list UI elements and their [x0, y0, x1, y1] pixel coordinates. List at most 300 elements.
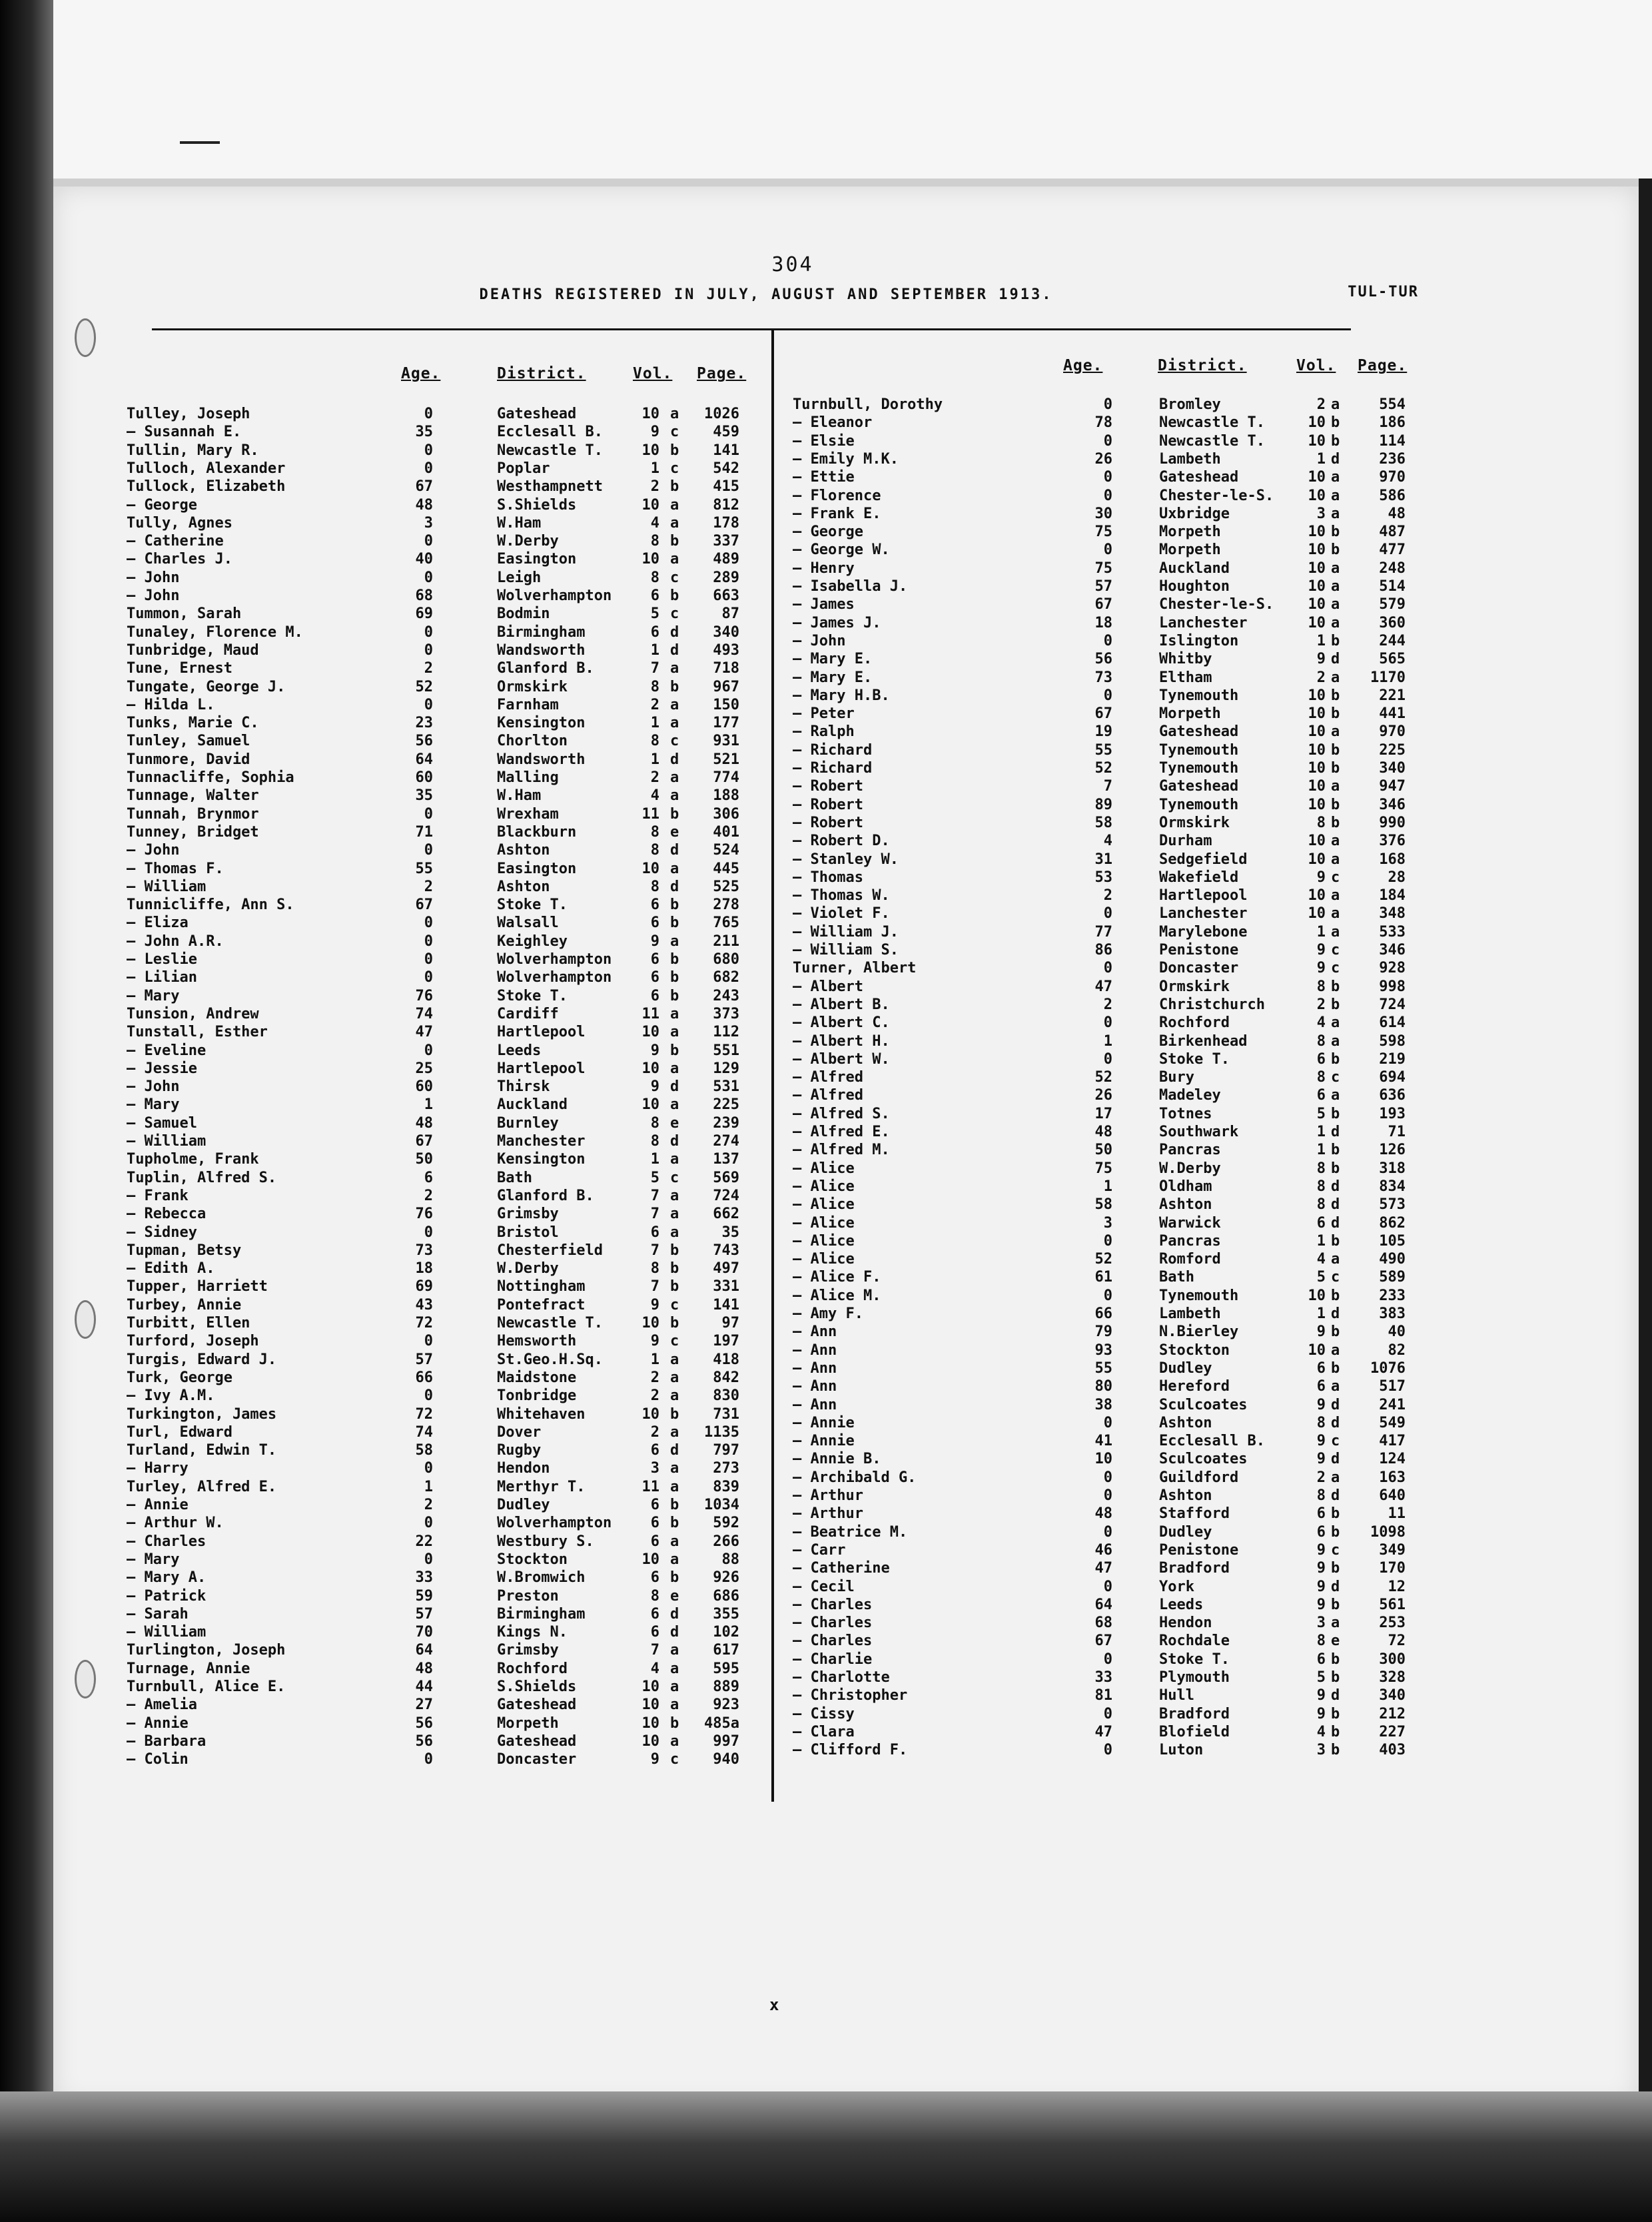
entry-name: — Emily M.K.: [793, 450, 899, 468]
register-entry: [127, 1732, 766, 1750]
register-entry: [793, 1214, 1426, 1232]
entry-district: Wolverhampton: [497, 1515, 612, 1532]
entry-page: 225: [1379, 741, 1406, 759]
entry-age: 0: [424, 951, 433, 968]
entry-vol-part: b: [670, 1405, 679, 1423]
entry-vol-part: a: [670, 1206, 679, 1223]
register-entry: [793, 1268, 1426, 1286]
entry-name: — Charlotte: [793, 1669, 890, 1686]
entry-page: 48: [1388, 505, 1406, 522]
register-entry: [793, 1414, 1426, 1432]
entry-age: 47: [1094, 978, 1112, 995]
entry-vol-part: a: [670, 1005, 679, 1022]
entry-name: — Beatrice M.: [793, 1523, 908, 1541]
entry-district: St.Geo.H.Sq.: [497, 1351, 603, 1368]
entry-vol-part: b: [1331, 1669, 1340, 1686]
entry-name: — Ettie: [793, 469, 855, 486]
entry-vol-part: b: [670, 1242, 679, 1259]
entry-vol: 6: [650, 1442, 659, 1459]
entry-vol-part: b: [1331, 996, 1340, 1013]
register-entry: [127, 1260, 766, 1278]
entry-page: 517: [1379, 1378, 1406, 1395]
entry-vol: 7: [650, 1242, 659, 1259]
entry-vol-part: b: [1331, 978, 1340, 995]
entry-vol: 8: [1316, 978, 1326, 995]
entry-vol-part: b: [670, 478, 679, 496]
entry-name: — Richard: [793, 741, 873, 759]
entry-page: 102: [713, 1624, 739, 1641]
entry-age: 67: [415, 478, 433, 496]
entry-vol: 8: [1316, 1178, 1326, 1195]
entry-district: Burnley: [497, 1114, 559, 1132]
entry-page: 212: [1379, 1705, 1406, 1722]
entry-page: 337: [713, 533, 739, 550]
entry-name: — Annie B.: [793, 1451, 881, 1468]
register-entry: [793, 577, 1426, 595]
entry-district: Ashton: [1159, 1414, 1212, 1431]
entry-name: — William J.: [793, 923, 899, 940]
entry-age: 66: [1094, 1305, 1112, 1322]
register-entry: [793, 1105, 1426, 1123]
entry-age: 46: [1094, 1541, 1112, 1559]
entry-vol: 6: [1316, 1359, 1326, 1377]
entry-page: 521: [713, 751, 739, 768]
entry-page: 834: [1379, 1178, 1406, 1195]
register-entry: [127, 442, 766, 460]
entry-vol: 1: [650, 1151, 659, 1168]
entry-vol: 8: [650, 842, 659, 859]
register-entry: [127, 1096, 766, 1114]
entry-district: Bodmin: [497, 605, 550, 623]
entry-vol: 4: [650, 514, 659, 532]
entry-age: 0: [1103, 1742, 1112, 1759]
entry-district: Morpeth: [1159, 542, 1221, 559]
register-entry: [793, 632, 1426, 650]
entry-vol: 6: [650, 1224, 659, 1241]
entry-page: 533: [1379, 923, 1406, 940]
entry-age: 18: [1094, 614, 1112, 631]
entry-vol-part: d: [1331, 1214, 1340, 1232]
entry-vol: 5: [650, 1169, 659, 1186]
entry-district: Dudley: [497, 1497, 550, 1513]
entry-vol-part: c: [1331, 869, 1340, 886]
entry-district: Grimsby: [497, 1206, 559, 1223]
entry-vol-part: b: [1331, 414, 1340, 432]
register-entry: [793, 1323, 1426, 1341]
entry-page: 28: [1388, 869, 1406, 886]
entry-district: Ashton: [1159, 1487, 1212, 1504]
pen-mark: [180, 141, 220, 144]
entry-page: 724: [713, 1187, 739, 1204]
entry-name: Tunnage, Walter: [127, 787, 259, 805]
entry-vol: 6: [650, 915, 659, 932]
entry-page: 197: [713, 1333, 739, 1350]
entry-vol: 7: [650, 1278, 659, 1296]
entry-district: Rugby: [497, 1442, 542, 1459]
entry-district: Marylebone: [1159, 923, 1248, 940]
entry-page: 184: [1379, 887, 1406, 905]
entry-page: 573: [1379, 1196, 1406, 1214]
entry-page: 569: [713, 1169, 739, 1186]
entry-vol-part: b: [1331, 796, 1340, 813]
entry-name: — Susannah E.: [127, 424, 242, 441]
register-entry: [127, 1605, 766, 1623]
entry-name: — Charles: [793, 1615, 873, 1632]
register-entry: [127, 787, 766, 805]
entry-vol-part: d: [1331, 1687, 1340, 1704]
register-entry: [127, 550, 766, 568]
entry-name: Tunsion, Andrew: [127, 1005, 259, 1022]
entry-page: 40: [1388, 1323, 1406, 1341]
register-entry: [127, 1114, 766, 1132]
entry-page: 595: [713, 1660, 739, 1677]
entry-age: 0: [424, 641, 433, 659]
entry-vol: 6: [1316, 1087, 1326, 1104]
entry-vol: 6: [650, 1624, 659, 1641]
entry-age: 44: [415, 1678, 433, 1695]
register-entry: [793, 559, 1426, 577]
register-entry: [127, 1078, 766, 1096]
entry-age: 64: [415, 751, 433, 768]
entry-age: 26: [1094, 1087, 1112, 1104]
entry-vol: 10: [1308, 1287, 1326, 1304]
entry-age: 64: [415, 1642, 433, 1659]
entry-name: — Cissy: [793, 1705, 855, 1722]
entry-district: Wrexham: [497, 805, 559, 823]
entry-vol-part: a: [1331, 1341, 1340, 1359]
entry-age: 0: [424, 842, 433, 859]
register-entry: [127, 1042, 766, 1060]
entry-district: Morpeth: [1159, 705, 1221, 723]
entry-vol-part: b: [670, 1497, 679, 1513]
entry-name: — Alfred S.: [793, 1105, 890, 1122]
entry-age: 60: [415, 769, 433, 786]
entry-district: Farnham: [497, 696, 559, 713]
register-entry: [127, 1369, 766, 1387]
entry-district: Lambeth: [1159, 1305, 1221, 1322]
entry-vol: 8: [1316, 1160, 1326, 1177]
entry-age: 25: [415, 1060, 433, 1077]
entry-page: 694: [1379, 1069, 1406, 1086]
entry-page: 233: [1379, 1287, 1406, 1304]
entry-district: Glanford B.: [497, 660, 594, 677]
entry-page: 129: [713, 1060, 739, 1077]
entry-name: — Ann: [793, 1323, 837, 1341]
register-entry: [793, 396, 1426, 414]
entry-page: 318: [1379, 1160, 1406, 1177]
entry-vol: 9: [650, 424, 659, 441]
entry-name: — Annie: [793, 1414, 855, 1431]
entry-vol-part: c: [670, 460, 679, 477]
register-entry: [793, 1450, 1426, 1468]
entry-district: Rochford: [497, 1660, 568, 1677]
entry-page: 71: [1388, 1124, 1406, 1140]
entry-vol-part: b: [670, 1042, 679, 1059]
entry-name: Turkington, James: [127, 1405, 277, 1423]
entry-vol-part: e: [670, 1587, 679, 1605]
entry-name: — Patrick: [127, 1587, 206, 1605]
register-entry: [127, 1005, 766, 1023]
register-entry: [127, 1150, 766, 1168]
entry-name: — Frank: [127, 1187, 189, 1204]
entry-age: 73: [1094, 669, 1112, 686]
entry-page: 114: [1379, 432, 1406, 450]
entry-vol-part: b: [670, 805, 679, 823]
entry-name: — Harry: [127, 1460, 189, 1477]
entry-name: — Alice: [793, 1232, 855, 1250]
register-entry: [793, 1505, 1426, 1523]
entry-age: 52: [415, 678, 433, 695]
entry-vol-part: a: [670, 1551, 679, 1568]
entry-district: Stockton: [1159, 1341, 1230, 1359]
entry-name: — Catherine: [127, 533, 224, 550]
entry-vol-part: a: [670, 1732, 679, 1750]
entry-age: 0: [424, 1515, 433, 1532]
entry-district: Bromley: [1159, 396, 1221, 413]
entry-page: 403: [1379, 1742, 1406, 1759]
entry-vol: 10: [1308, 614, 1326, 631]
entry-age: 0: [424, 623, 433, 641]
register-entry: [127, 641, 766, 659]
entry-vol: 9: [650, 1296, 659, 1313]
entry-district: Stoke T.: [497, 897, 568, 914]
register-entry: [793, 887, 1426, 905]
entry-district: Tynemouth: [1159, 1287, 1239, 1304]
register-entry: [127, 1296, 766, 1314]
entry-name: — Charles: [793, 1633, 873, 1650]
entry-name: Turbey, Annie: [127, 1296, 242, 1313]
scan-bottom-edge: [0, 2091, 1652, 2222]
entry-vol-part: a: [670, 551, 679, 568]
entry-age: 0: [1103, 1469, 1112, 1486]
entry-vol-part: a: [670, 769, 679, 786]
entry-district: Lanchester: [1159, 614, 1248, 631]
entry-vol: 4: [1316, 1723, 1326, 1740]
entry-district: Wolverhampton: [497, 951, 612, 968]
entry-page: 346: [1379, 796, 1406, 813]
entry-page: 170: [1379, 1560, 1406, 1577]
entry-district: Walsall: [497, 915, 559, 932]
register-entry: [793, 978, 1426, 996]
entry-name: Tupholme, Frank: [127, 1151, 259, 1168]
entry-vol: 10: [641, 1096, 659, 1114]
entry-vol: 10: [1308, 559, 1326, 577]
register-entry: [793, 1686, 1426, 1704]
right-page-header: Page.: [1358, 357, 1408, 374]
header-rule: [152, 328, 1351, 330]
entry-vol-part: b: [670, 1260, 679, 1278]
entry-age: 3: [1103, 1214, 1112, 1232]
entry-name: — Isabella J.: [793, 578, 908, 595]
entry-vol-part: a: [1331, 1378, 1340, 1395]
entry-name: — Robert D.: [793, 833, 890, 850]
entry-age: 89: [1094, 796, 1112, 813]
entry-age: 2: [424, 1497, 433, 1513]
entry-district: Cardiff: [497, 1005, 559, 1022]
entry-name: — John: [793, 632, 846, 649]
entry-vol: 9: [650, 1333, 659, 1350]
register-entry: [793, 996, 1426, 1014]
entry-page: 743: [713, 1242, 739, 1259]
entry-district: Pancras: [1159, 1232, 1221, 1250]
entry-age: 0: [1103, 1414, 1112, 1431]
entry-district: Guildford: [1159, 1469, 1239, 1486]
entry-district: Hartlepool: [1159, 887, 1248, 905]
entry-page: 579: [1379, 596, 1406, 613]
entry-name: Tunnah, Brynmor: [127, 805, 259, 823]
entry-vol-part: d: [1331, 1178, 1340, 1195]
entry-district: Islington: [1159, 632, 1239, 649]
entry-district: Glanford B.: [497, 1187, 594, 1204]
register-entry: [793, 1305, 1426, 1323]
entry-age: 67: [1094, 705, 1112, 723]
entry-district: Wolverhampton: [497, 587, 612, 604]
entry-page: 663: [713, 587, 739, 604]
entry-age: 76: [415, 987, 433, 1004]
entry-page: 137: [713, 1151, 739, 1168]
entry-name: Tunks, Marie C.: [127, 715, 259, 732]
entry-vol: 10: [641, 1678, 659, 1695]
entry-vol-part: b: [670, 897, 679, 914]
entry-vol: 10: [1308, 524, 1326, 541]
entry-age: 0: [1103, 1705, 1112, 1722]
entry-age: 66: [415, 1369, 433, 1386]
entry-age: 52: [1094, 1251, 1112, 1268]
entry-age: 0: [1103, 396, 1112, 413]
entry-district: Bath: [1159, 1269, 1194, 1286]
entry-name: Turbitt, Ellen: [127, 1315, 250, 1331]
entry-vol-part: d: [670, 842, 679, 859]
entry-vol: 7: [650, 660, 659, 677]
entry-vol: 2: [1316, 396, 1326, 413]
entry-vol-part: b: [670, 915, 679, 932]
entry-page: 940: [713, 1751, 739, 1768]
entry-page: 266: [713, 1533, 739, 1550]
entry-name: — Mary E.: [793, 669, 873, 686]
entry-district: Rochford: [1159, 1014, 1230, 1032]
entry-vol: 8: [650, 1260, 659, 1278]
entry-page: 150: [713, 696, 739, 713]
entry-district: Hendon: [497, 1460, 550, 1477]
left-district-header: District.: [497, 365, 586, 382]
entry-vol: 8: [650, 823, 659, 841]
entry-district: Sculcoates: [1159, 1451, 1248, 1468]
entry-page: 1170: [1370, 669, 1406, 686]
register-entry: [127, 1660, 766, 1678]
entry-name: — Ann: [793, 1341, 837, 1359]
entry-name: — Leslie: [127, 951, 197, 968]
entry-name: — Sidney: [127, 1224, 197, 1241]
entry-age: 0: [1103, 542, 1112, 559]
register-entry: [127, 1569, 766, 1587]
entry-page: 243: [713, 987, 739, 1004]
register-entry: [793, 1232, 1426, 1250]
entry-district: W.Derby: [497, 1260, 559, 1278]
entry-page: 274: [713, 1133, 739, 1150]
entry-name: — Thomas: [793, 869, 863, 886]
entry-district: Rochdale: [1159, 1633, 1230, 1650]
entry-vol-part: a: [670, 514, 679, 532]
entry-vol: 11: [641, 1005, 659, 1022]
entry-vol: 6: [1316, 1505, 1326, 1523]
entry-district: Dudley: [1159, 1523, 1212, 1541]
entry-name: Tully, Agnes: [127, 514, 232, 532]
entry-vol: 8: [650, 533, 659, 550]
entry-vol: 1: [650, 715, 659, 732]
entry-age: 7: [1103, 778, 1112, 795]
entry-name: — Charles J.: [127, 551, 232, 568]
entry-vol: 6: [1316, 1378, 1326, 1395]
register-entry: [127, 950, 766, 968]
entry-district: Newcastle T.: [1159, 432, 1265, 450]
entry-age: 56: [415, 1732, 433, 1750]
entry-age: 2: [424, 660, 433, 677]
register-entry: [127, 732, 766, 750]
entry-vol: 1: [1316, 1305, 1326, 1322]
entry-name: — Alfred: [793, 1087, 863, 1104]
register-entry: [793, 1432, 1426, 1450]
entry-district: W.Ham: [497, 787, 542, 805]
entry-page: 401: [713, 823, 739, 841]
entry-age: 50: [1094, 1142, 1112, 1159]
register-entry: [127, 914, 766, 932]
entry-vol-part: c: [1331, 942, 1340, 958]
entry-vol-part: e: [1331, 1633, 1340, 1650]
entry-district: Birkenhead: [1159, 1032, 1248, 1050]
entry-name: — William S.: [793, 942, 899, 958]
entry-vol-part: a: [670, 1696, 679, 1714]
entry-vol: 8: [650, 1587, 659, 1605]
register-entry: [127, 1314, 766, 1332]
entry-page: 926: [713, 1569, 739, 1587]
entry-vol: 8: [650, 1114, 659, 1132]
left-page-header: Page.: [697, 365, 747, 382]
entry-age: 0: [424, 1460, 433, 1477]
entry-vol: 6: [650, 1569, 659, 1587]
entry-vol-part: d: [670, 1078, 679, 1096]
entry-vol: 10: [1308, 851, 1326, 868]
entry-page: 35: [721, 1224, 739, 1241]
entry-age: 0: [424, 915, 433, 932]
entry-vol: 9: [650, 1042, 659, 1059]
entry-page: 680: [713, 951, 739, 968]
register-entry: [127, 1587, 766, 1605]
entry-name: — Samuel: [127, 1114, 197, 1132]
register-entry: [793, 1541, 1426, 1559]
entry-page: 340: [1379, 760, 1406, 777]
entry-district: Hartlepool: [497, 1060, 586, 1077]
entry-district: S.Shields: [497, 496, 577, 514]
entry-district: Newcastle T.: [497, 442, 603, 459]
entry-name: — Annie: [793, 1433, 855, 1450]
entry-name: — Henry: [793, 559, 855, 577]
entry-name: — Albert W.: [793, 1050, 890, 1068]
entry-district: Tynemouth: [1159, 796, 1239, 813]
entry-vol: 10: [1308, 687, 1326, 704]
entry-district: Maidstone: [497, 1369, 577, 1386]
entry-vol-part: a: [1331, 487, 1340, 504]
entry-district: Eltham: [1159, 669, 1212, 686]
entry-page: 331: [713, 1278, 739, 1296]
entry-age: 2: [1103, 887, 1112, 905]
entry-district: Stoke T.: [497, 987, 568, 1004]
punch-hole: [75, 1660, 96, 1698]
entry-vol-part: a: [1331, 778, 1340, 795]
entry-district: Kensington: [497, 1151, 586, 1168]
entry-age: 57: [415, 1351, 433, 1368]
entry-vol: 9: [650, 1078, 659, 1096]
entry-age: 41: [1094, 1433, 1112, 1450]
